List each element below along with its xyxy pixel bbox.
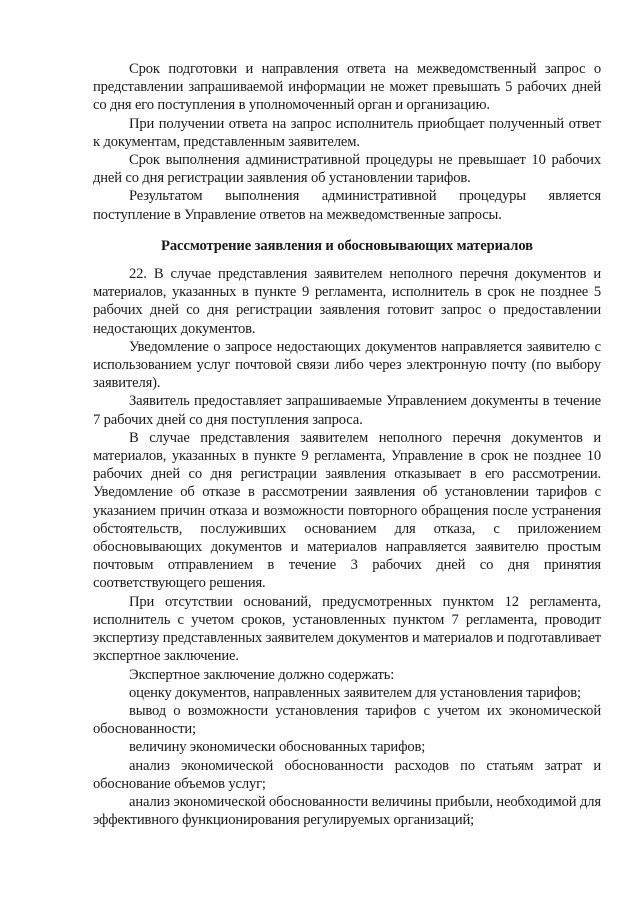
list-item: величину экономически обоснованных тарифов; [129,739,426,756]
paragraph: При получении ответа на запрос исполнитель приобщает полученный ответ к документам, представленным заявителем. [93,115,601,150]
list-item: оценку документов, направленных заявителем для установления тарифов; [129,684,581,701]
section-heading: Рассмотрение заявления и обосновывающих материалов [161,237,533,254]
document-body [93,60,601,829]
paragraph: В случае представления заявителем неполного перечня документов и материалов, указанных в пункте 9 регламента, Управление в срок не позднее 10 рабочих дней со дня регистрации заявления отказывает в его рассмотрении. Уведомление об отказе в рассмотрении заявления об установлении тарифов с указанием причин отказа и возможности повторного обращения после устранения обстоятельств, послуживших основанием для отказа, с приложением обосновывающих документов и материалов направляется заявителю простым почтовым отправлением в течение 3 рабочих дней со дня принятия соответствующего решения. [93,429,601,592]
paragraph: Срок выполнения административной процедуры не превышает 10 рабочих дней со дня регистрации заявления об установлении тарифов. [93,152,601,187]
paragraph: Результатом выполнения административной процедуры является поступление в Управление ответов на межведомственные запросы. [93,188,601,223]
list-item: анализ экономической обоснованности расходов по статьям затрат и обоснование объемов услуг; [93,757,601,792]
list-item: вывод о возможности установления тарифов с учетом их экономической обоснованности; [93,702,601,738]
paragraph: Срок подготовки и направления ответа на межведомственный запрос о представлении запрашиваемой информации не может превышать 5 рабочих дней со дня его поступления в уполномоченный орган и организацию. [93,61,601,114]
paragraph: Экспертное заключение должно содержать: [129,666,395,683]
list-item: анализ экономической обоснованности величины прибыли, необходимой для эффективного функционирования регулируемых организаций; [93,793,601,829]
paragraph: 22. В случае представления заявителем неполного перечня документов и материалов, указанных в пункте 9 регламента, исполнитель в срок не позднее 5 рабочих дней со дня регистрации заявления готовит запрос о предоставлении недостающих документов. [93,266,601,337]
paragraph: Заявитель предоставляет запрашиваемые Управлением документы в течение 7 рабочих дней со дня поступления запроса. [93,393,601,428]
paragraph: При отсутствии оснований, предусмотренных пунктом 12 регламента, исполнитель с учетом сроков, установленных пунктом 7 регламента, проводит экспертизу представленных заявителем документов и материалов и подготавливает экспертное заключение. [93,593,601,665]
paragraph: Уведомление о запросе недостающих документов направляется заявителю с использованием услуг почтовой связи либо через электронную почту (по выбору заявителя). [93,338,601,392]
